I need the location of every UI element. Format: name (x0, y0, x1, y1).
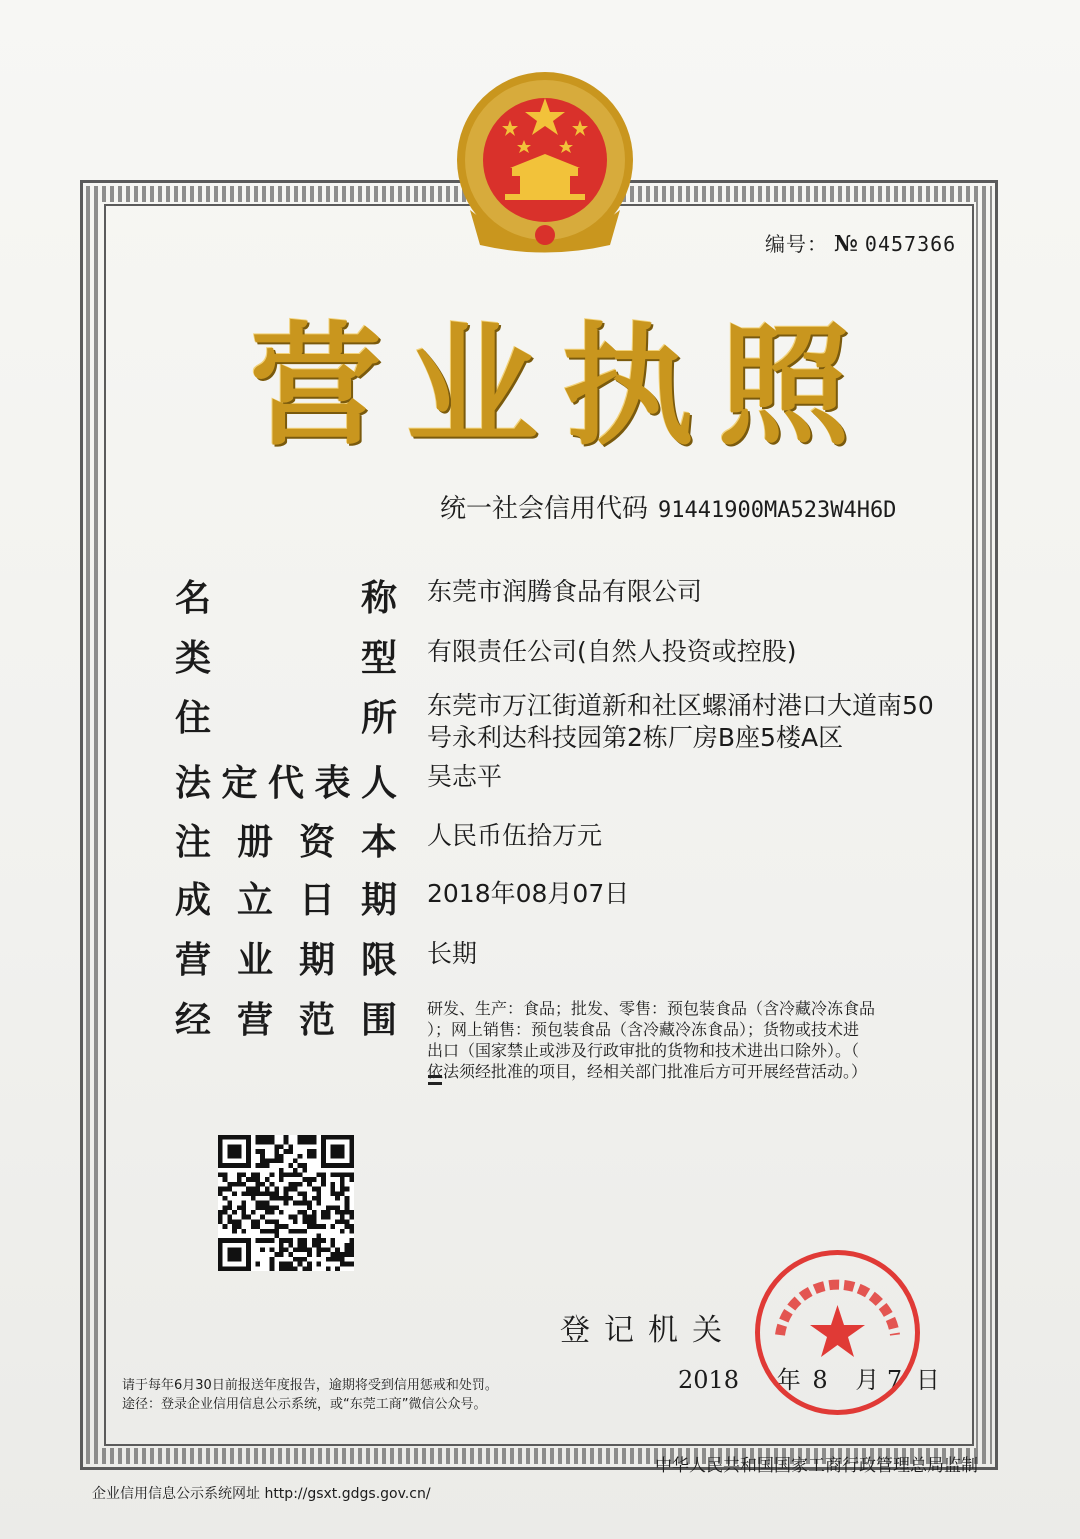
field-value: 人民币伍拾万元 (427, 821, 603, 850)
label-char: 住 (175, 698, 212, 739)
field-label (175, 690, 397, 754)
label-char: 业 (236, 940, 273, 981)
label-char: 范 (298, 1000, 335, 1041)
label-char: 本 (360, 822, 397, 863)
field-business-term (175, 932, 935, 983)
title-char: 业 (406, 310, 538, 464)
value-line: 出口（国家禁止或涉及行政审批的货物和技术进出口除外）。（ (427, 1041, 860, 1060)
label-char: 所 (360, 698, 397, 739)
field-address (175, 690, 935, 754)
value-line: 研发、生产：食品；批发、零售：预包装食品（含冷藏冷冻食品 (427, 999, 876, 1018)
notice-line: 请于每年6月30日前报送年度报告，逾期将受到信用惩戒和处罚。 (122, 1378, 498, 1393)
field-name (175, 570, 935, 621)
label-char: 名 (175, 578, 212, 619)
title-char: 营 (250, 310, 382, 464)
label-char: 期 (360, 880, 397, 921)
label-char: 称 (360, 578, 397, 619)
field-established-date (175, 872, 935, 923)
serial-number (765, 228, 956, 257)
year-char: 年 (776, 1366, 801, 1394)
field-registered-capital (175, 814, 935, 865)
field-type (175, 630, 935, 681)
label-char: 立 (236, 880, 273, 921)
label-char: 代 (267, 763, 304, 804)
label-char: 期 (298, 940, 335, 981)
disclosure-website: 企业信用信息公示系统网址 http://gsxt.gdgs.gov.cn/ (92, 1486, 431, 1502)
page-title (250, 300, 850, 464)
supervisor-text: 中华人民共和国国家工商行政管理总局监制 (655, 1456, 978, 1476)
serial-mark: № (834, 231, 859, 257)
label-char: 定 (221, 763, 258, 804)
credit-code-value: 91441900MA523W4H6D (658, 498, 897, 523)
field-value: 东莞市润腾食品有限公司 (427, 577, 703, 606)
label-char: 日 (298, 880, 335, 921)
label-char: 注 (175, 822, 212, 863)
qr-code (218, 1135, 354, 1271)
field-value: 吴志平 (427, 762, 503, 791)
month-char: 月 (855, 1366, 880, 1394)
label-char: 营 (175, 940, 212, 981)
field-legal-representative (175, 755, 935, 806)
label-char: 限 (360, 940, 397, 981)
label-char: 资 (298, 822, 335, 863)
label-char: 表 (314, 763, 351, 804)
field-value: 长期 (427, 939, 478, 968)
label-char: 营 (236, 1000, 273, 1041)
national-emblem-icon (450, 70, 640, 260)
credit-code-label: 统一社会信用代码 (440, 494, 649, 524)
label-char: 型 (360, 638, 397, 679)
official-seal-icon (750, 1245, 925, 1420)
annual-report-notice (122, 1376, 498, 1414)
label-char: 法 (175, 763, 212, 804)
field-business-scope (175, 992, 935, 1082)
serial-value: 0457366 (864, 232, 957, 256)
title-char: 照 (718, 310, 850, 464)
serial-label: 编号： (765, 232, 828, 256)
field-label (175, 992, 397, 1082)
issue-month: 8 (812, 1366, 828, 1394)
field-label (175, 814, 397, 865)
issue-day: 7 (886, 1366, 903, 1394)
registration-authority: 登记机关 (560, 1313, 736, 1348)
label-char: 册 (236, 822, 273, 863)
label-char: 类 (175, 638, 212, 679)
value-line: 号永利达科技园第2栋厂房B座5楼A区 (427, 723, 844, 752)
value-line: ）；网上销售：预包装食品（含冷藏冷冻食品）；货物或技术进 (427, 1020, 860, 1039)
end-mark (428, 1075, 442, 1085)
field-label (175, 755, 397, 806)
field-value: 2018年08月07日 (427, 879, 630, 908)
field-value (427, 690, 934, 754)
label-char: 围 (360, 1000, 397, 1041)
field-value: 有限责任公司(自然人投资或控股) (427, 637, 797, 666)
day-char: 日 (915, 1366, 940, 1394)
title-char: 执 (562, 310, 694, 464)
label-char: 人 (360, 763, 397, 804)
field-label (175, 570, 397, 621)
field-label (175, 872, 397, 923)
field-label (175, 630, 397, 681)
field-value (427, 992, 935, 1082)
notice-line: 途径：登录企业信用信息公示系统，或“东莞工商”微信公众号。 (122, 1397, 487, 1412)
issue-year: 2018 (678, 1366, 740, 1394)
field-label (175, 932, 397, 983)
label-char: 成 (175, 880, 212, 921)
credit-code (440, 488, 896, 525)
value-line: 依法须经批准的项目，经相关部门批准后方可开展经营活动。） (427, 1062, 868, 1081)
value-line: 东莞市万江街道新和社区螺涌村港口大道南50 (427, 691, 934, 720)
label-char: 经 (175, 1000, 212, 1041)
